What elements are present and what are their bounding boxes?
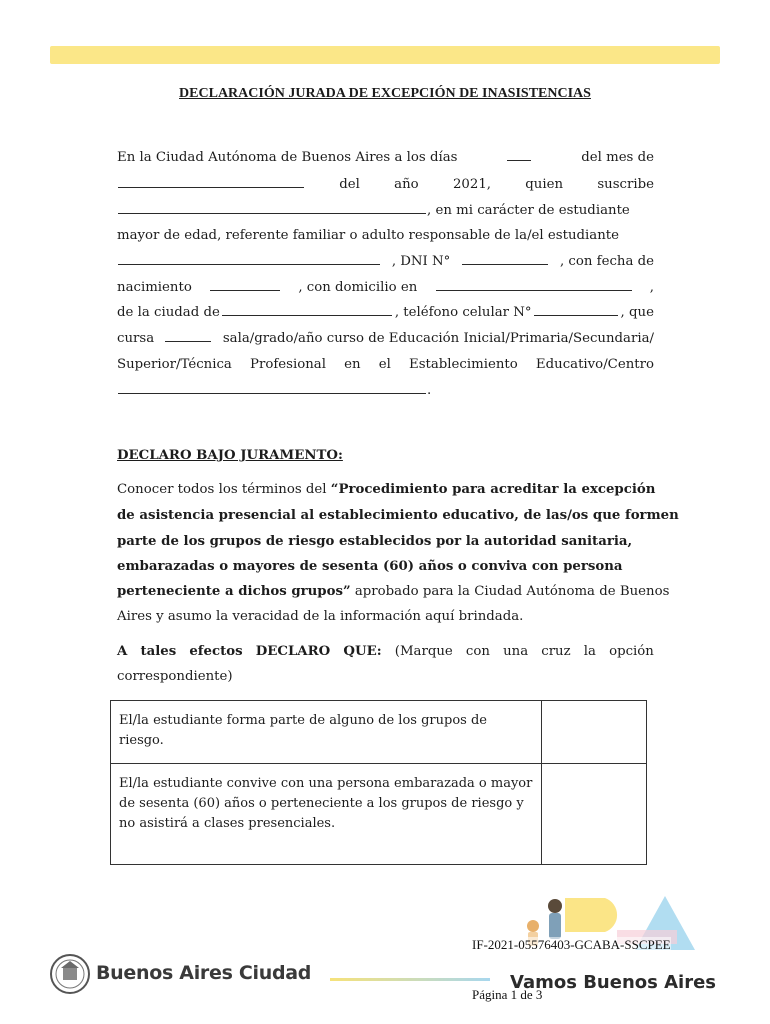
option-text: El/la estudiante forma parte de alguno de los grupos de riesgo. — [111, 701, 542, 764]
paragraph1-line7 — [117, 305, 654, 325]
text-comma: , — [649, 280, 654, 295]
text-superior: Superior/Técnica — [117, 357, 232, 372]
paragraph1-line9 — [117, 357, 654, 377]
text-suscribe: suscribe — [597, 177, 654, 192]
text-caracter: , en mi carácter de estudiante — [427, 203, 630, 218]
ba-illustration — [505, 890, 715, 965]
text-embarazadas: embarazadas o mayores de sesenta (60) años o conviva con persona — [117, 559, 623, 574]
text-quien: quien — [525, 177, 564, 192]
page-number: Página 1 de 3 — [472, 987, 543, 1002]
paragraph1-line6 — [117, 280, 654, 300]
paragraph2-line4 — [117, 559, 654, 579]
blank-ciudad[interactable] — [222, 314, 392, 316]
text-marque: (Marque — [394, 644, 453, 659]
top-color-bar — [50, 46, 720, 64]
paragraph1-line8 — [117, 331, 654, 351]
text-grupos-riesgo: parte de los grupos de riesgo establecidos por la autoridad sanitaria, — [117, 534, 633, 549]
text-domicilio: , con domicilio en — [298, 280, 418, 295]
option-text: El/la estudiante convive con una persona embarazada o mayor de sesenta (60) años o perteneciente a los grupos de riesgo y no asistirá a clases presenciales. — [111, 764, 542, 865]
options-table — [110, 700, 647, 865]
text-dichos-grupos: perteneciente a dichos grupos” — [117, 584, 351, 599]
blank-establecimiento[interactable] — [118, 392, 426, 394]
declaro-heading: DECLARO BAJO JURAMENTO: — [117, 448, 343, 463]
text-asistencia: de asistencia presencial al establecimiento educativo, de las/os que formen — [117, 508, 679, 523]
text-ciudad-de: de la ciudad de — [117, 305, 220, 320]
text-veracidad: Aires y asumo la veracidad de la información aquí brindada. — [117, 609, 524, 624]
blank-cursa[interactable] — [165, 340, 211, 342]
text-fecha: , con fecha de — [559, 254, 654, 269]
text-que-bold: QUE: — [343, 644, 382, 659]
blank-nombre-suscriptor[interactable] — [118, 212, 426, 214]
blank-dias[interactable] — [507, 159, 531, 161]
paragraph2-line1 — [117, 482, 654, 502]
text-period: . — [427, 383, 432, 398]
text-el: el — [378, 357, 391, 372]
document-identifier: IF-2021-05576403-GCABA-SSCPEE — [472, 937, 671, 952]
text-telefono: , teléfono celular N° — [394, 305, 532, 320]
text-curso: sala/grado/año curso de Educación Inicial/Primaria/Secundaria/ — [222, 331, 654, 346]
text-anio: año — [394, 177, 419, 192]
text-ciudad: En la Ciudad Autónoma de Buenos Aires a los días — [117, 150, 458, 165]
blank-nombre-estudiante[interactable] — [118, 263, 380, 265]
text-a: A — [117, 644, 128, 659]
text-en: en — [344, 357, 361, 372]
paragraph1-line2 — [117, 177, 654, 197]
slogan: Vamos Buenos Aires — [510, 972, 716, 993]
paragraph1-line1 — [117, 150, 654, 170]
text-correspondiente: correspondiente) — [117, 669, 233, 684]
paragraph1-line3 — [117, 203, 654, 223]
blank-nacimiento[interactable] — [210, 289, 280, 291]
text-una: una — [503, 644, 529, 659]
text-declaro: DECLARO — [255, 644, 331, 659]
blank-telefono[interactable] — [534, 314, 618, 316]
option-checkbox[interactable] — [542, 764, 647, 865]
paragraph2-line5 — [117, 584, 670, 604]
text-tales: tales — [140, 644, 177, 659]
blank-domicilio[interactable] — [436, 289, 632, 291]
text-con: con — [465, 644, 490, 659]
city-seal-icon — [51, 955, 89, 993]
text-aprobado: aprobado para la Ciudad Autónoma de Buenos — [350, 584, 670, 599]
text-year: 2021, — [452, 177, 492, 192]
paragraph1-line10 — [117, 383, 654, 403]
text-opcion: opción — [609, 644, 654, 659]
text-efectos: efectos — [189, 644, 243, 659]
text-mes: del mes de — [581, 150, 654, 165]
text-dni: , DNI N° — [391, 254, 451, 269]
text-cursa: cursa — [117, 331, 155, 346]
paragraph3-line1 — [117, 644, 654, 664]
text-del: del — [339, 177, 360, 192]
blank-dni[interactable] — [462, 263, 548, 265]
logo-text: Buenos Aires Ciudad — [96, 962, 312, 984]
option-row — [111, 764, 647, 865]
text-nacimiento: nacimiento — [117, 280, 192, 295]
paragraph3-line2 — [117, 669, 654, 689]
paragraph2-line3 — [117, 534, 654, 554]
option-row — [111, 701, 647, 764]
text-profesional: Profesional — [250, 357, 326, 372]
option-checkbox[interactable] — [542, 701, 647, 764]
text-conocer: Conocer todos los términos del — [117, 482, 331, 497]
text-cruz: cruz — [541, 644, 571, 659]
paragraph1-line4 — [117, 228, 654, 248]
text-establecimiento: Establecimiento — [408, 357, 518, 372]
text-la: la — [583, 644, 596, 659]
text-mayor-edad: mayor de edad, referente familiar o adulto responsable de la/el estudiante — [117, 228, 619, 243]
text-educativo: Educativo/Centro — [535, 357, 654, 372]
text-procedimiento: “Procedimiento para acreditar la excepción — [330, 482, 656, 497]
paragraph2-line6 — [117, 609, 654, 629]
text-que: , que — [620, 305, 654, 320]
paragraph2-line2 — [117, 508, 679, 528]
footer-gradient-line — [330, 978, 490, 981]
blank-mes[interactable] — [118, 186, 304, 188]
document-title: DECLARACIÓN JURADA DE EXCEPCIÓN DE INASISTENCIAS — [179, 86, 591, 101]
paragraph1-line5 — [117, 254, 654, 274]
